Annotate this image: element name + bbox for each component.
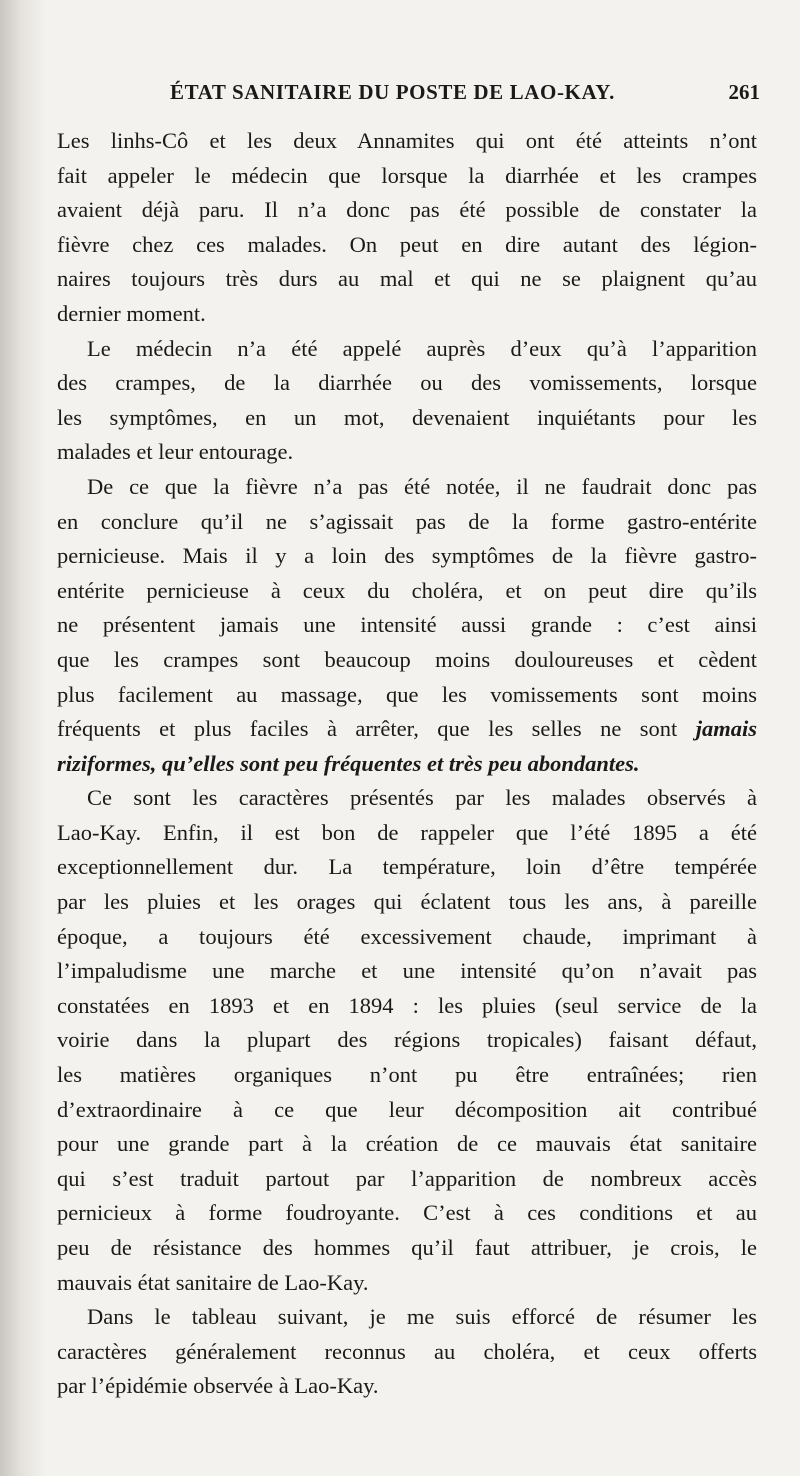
text-line: qui s’est traduit partout par l’apparition de nombreux accès bbox=[57, 1165, 757, 1191]
text-line: par les pluies et les orages qui éclatent tous les ans, à pareille bbox=[57, 889, 757, 915]
text-line-mixed bbox=[57, 712, 757, 747]
text-line: l’impaludisme une marche et une intensité qu’on n’avait pas bbox=[57, 958, 757, 984]
text-line: d’extraordinaire à ce que leur décomposition ait contribué bbox=[57, 1096, 757, 1122]
text-line: Les linhs-Cô et les deux Annamites qui ont été atteints n’ont bbox=[57, 128, 757, 153]
italic-text-line: riziformes, qu’elles sont peu fréquentes et très peu abondantes. bbox=[57, 750, 640, 776]
text-line: fièvre chez ces malades. On peut en dire autant des légion- bbox=[57, 231, 757, 257]
text-line: exceptionnellement dur. La température, loin d’être tempérée bbox=[57, 854, 757, 880]
page-number: 261 bbox=[728, 80, 760, 104]
running-title: ÉTAT SANITAIRE DU POSTE DE LAO-KAY. bbox=[170, 80, 615, 104]
text-line: pernicieux à forme foudroyante. C’est à ces conditions et au bbox=[57, 1200, 757, 1226]
text-line: les matières organiques n’ont pu être entraînées; rien bbox=[57, 1062, 757, 1088]
text-line: en conclure qu’il ne s’agissait pas de la forme gastro-entérite bbox=[57, 508, 757, 534]
text-line: Dans le tableau suivant, je me suis efforcé de résumer les bbox=[87, 1304, 757, 1330]
text-line: dernier moment. bbox=[57, 300, 206, 326]
text-line: naires toujours très durs au mal et qui ne se plaignent qu’au bbox=[57, 266, 757, 292]
text-line: De ce que la fièvre n’a pas été notée, il ne faudrait donc pas bbox=[87, 473, 757, 499]
text-line: ne présentent jamais une intensité aussi grande : c’est ainsi bbox=[57, 612, 757, 638]
text-line: des crampes, de la diarrhée ou des vomissements, lorsque bbox=[57, 370, 757, 396]
text-line: entérite pernicieuse à ceux du choléra, et on peut dire qu’ils bbox=[57, 577, 757, 603]
text-line: Ce sont les caractères présentés par les malades observés à bbox=[87, 785, 757, 811]
text-line: fait appeler le médecin que lorsque la diarrhée et les crampes bbox=[57, 162, 757, 188]
text-line: peu de résistance des hommes qu’il faut attribuer, je crois, le bbox=[57, 1235, 757, 1260]
page-edge-shadow bbox=[0, 0, 46, 1476]
page-header bbox=[170, 80, 760, 114]
text-line: pernicieuse. Mais il y a loin des symptômes de la fièvre gastro- bbox=[57, 543, 757, 569]
text-line: Le médecin n’a été appelé auprès d’eux qu’à l’apparition bbox=[87, 335, 757, 361]
text-line: malades et leur entourage. bbox=[57, 439, 294, 465]
text-line: plus facilement au massage, que les vomissements sont moins bbox=[57, 681, 757, 707]
text-line: que les crampes sont beaucoup moins douloureuses et cèdent bbox=[57, 646, 757, 672]
text-line: pour une grande part à la création de ce mauvais état sanitaire bbox=[57, 1131, 757, 1157]
text-line: par l’épidémie observée à Lao-Kay. bbox=[57, 1373, 379, 1399]
italic-segment: jamais bbox=[695, 716, 757, 742]
text-line: caractères généralement reconnus au choléra, et ceux offerts bbox=[57, 1338, 757, 1364]
text-line: constatées en 1893 et en 1894 : les pluies (seul service de la bbox=[57, 992, 757, 1018]
text-segment: fréquents et plus faciles à arrêter, que les selles ne sont bbox=[57, 716, 696, 742]
text-line: avaient déjà paru. Il n’a donc pas été possible de constater la bbox=[57, 197, 757, 223]
text-line: Lao-Kay. Enfin, il est bon de rappeler que l’été 1895 a été bbox=[57, 819, 757, 845]
text-line: mauvais état sanitaire de Lao-Kay. bbox=[57, 1269, 369, 1295]
text-line: les symptômes, en un mot, devenaient inquiétants pour les bbox=[57, 404, 757, 430]
body-text bbox=[57, 124, 757, 1404]
text-line: époque, a toujours été excessivement chaude, imprimant à bbox=[57, 923, 757, 949]
text-line: voirie dans la plupart des régions tropicales) faisant défaut, bbox=[57, 1027, 757, 1053]
